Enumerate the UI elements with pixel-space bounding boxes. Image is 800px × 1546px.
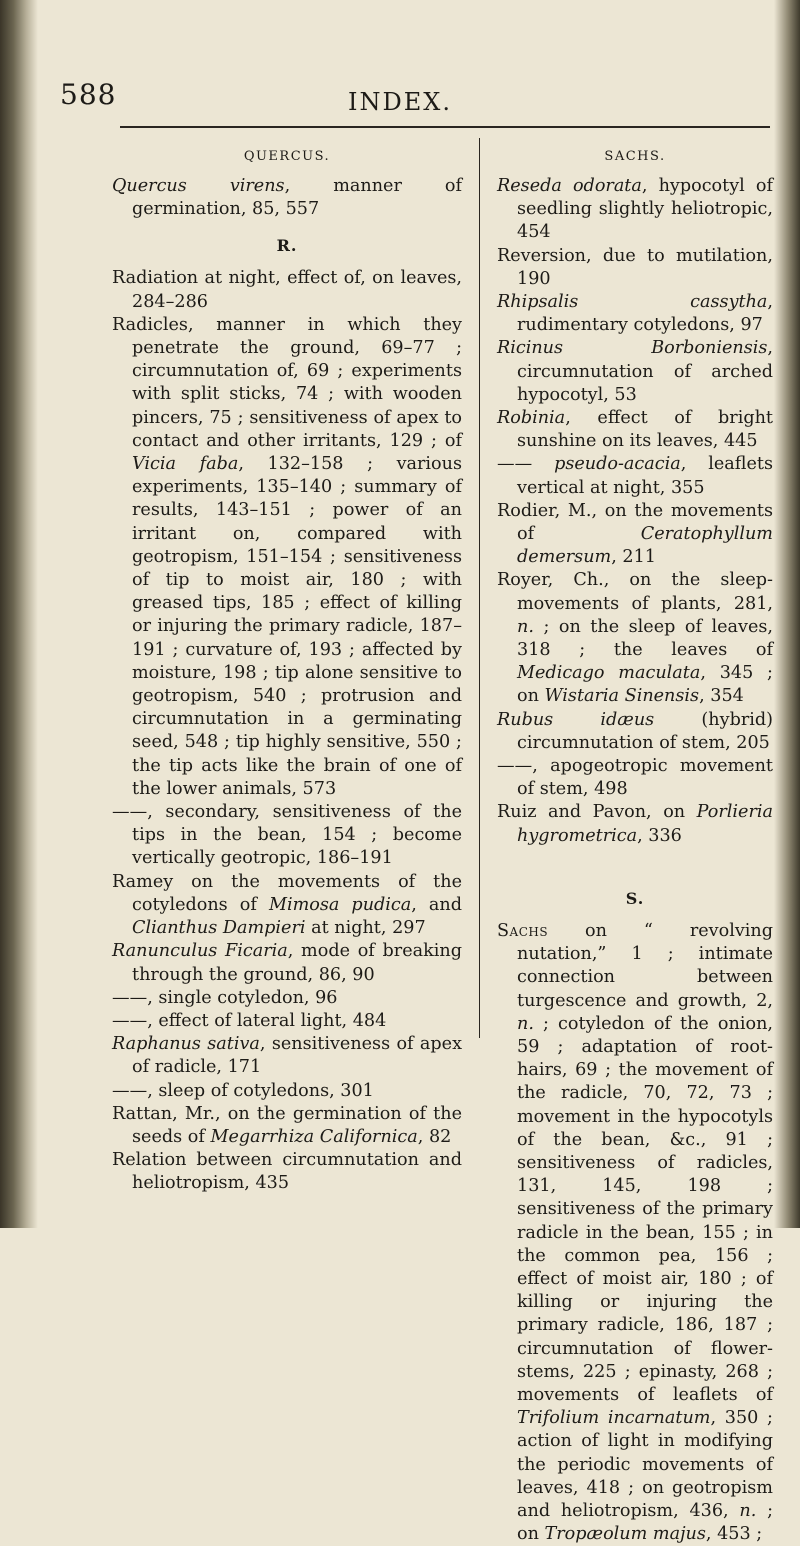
italic-text: n. bbox=[517, 1013, 534, 1034]
index-entry bbox=[497, 569, 773, 708]
entry-text: , 453 ; bbox=[705, 1524, 763, 1545]
italic-text: Ricinus Borboniensis bbox=[497, 338, 768, 359]
italic-text: Medicago maculata bbox=[517, 663, 701, 684]
index-entry bbox=[112, 801, 462, 871]
italic-text: Rhipsalis cassytha bbox=[497, 292, 768, 313]
italic-text: Porlieria hygrometrica bbox=[517, 802, 773, 846]
header-rule bbox=[120, 126, 770, 128]
entry-text: ——, sleep of cotyledons, 301 bbox=[112, 1080, 374, 1101]
italic-text: Raphanus sativa bbox=[112, 1034, 260, 1055]
entry-text: Radicles, manner in which they penetrate the ground, 69–77 ; circumnutation of, 69 ; experiments with split sticks, 74 ; with wooden pincers, 75 ; sensitiveness of apex to contact and other irritants, 129 ; of bbox=[112, 314, 462, 451]
index-entry bbox=[497, 175, 773, 245]
page-edge-shadow-right bbox=[774, 0, 800, 1228]
index-entry bbox=[112, 940, 462, 986]
entry-text: , 345 ; on bbox=[517, 663, 773, 707]
entry-text: at night, 297 bbox=[305, 918, 426, 939]
index-entry bbox=[112, 871, 462, 941]
entry-text: Ruiz and Pavon, on bbox=[497, 802, 697, 823]
italic-text: n. bbox=[739, 1500, 757, 1521]
index-entry bbox=[497, 337, 773, 407]
entry-list bbox=[112, 267, 462, 1195]
index-entry bbox=[497, 291, 773, 337]
entry-text: , mode of breaking through the ground, 86, 90 bbox=[132, 941, 462, 985]
italic-text: Tropæolum majus bbox=[544, 1524, 706, 1545]
letter-heading: S. bbox=[625, 888, 645, 908]
entry-text: , effect of bright sunshine on its leaves, 445 bbox=[517, 408, 773, 452]
entry-text: ——, secondary, sensitiveness of the tips in the bean, 154 ; become vertically geotropic, 186–191 bbox=[112, 802, 462, 869]
entry-text: ; cotyledon of the onion, 59 ; adaptation of root-hairs, 69 ; the movement of the radicle, 70, 72, 73 ; movement in the hypocotyls of the bean, &c., 91 ; sensitiveness of radicles, 131, 145, 198 ; sensitiveness of the primary radicle in the bean, 155 ; in the common pea, 156 ; effect of moist air, 180 ; of killing or injuring the primary radicle, 186, 187 ; circumnutation of flower-stems, 225 ; epinasty, 268 ; movements of leaflets of bbox=[517, 1013, 773, 1405]
index-entry bbox=[497, 801, 773, 847]
entry-text: Reversion, due to mutilation, 190 bbox=[497, 245, 773, 289]
column-catchword: QUERCUS. bbox=[243, 149, 331, 164]
entry-text: Rattan, Mr., on the germination of the seeds of bbox=[112, 1103, 462, 1147]
entry-text: , manner of germination, 85, 557 bbox=[132, 176, 462, 220]
index-entry bbox=[112, 1010, 462, 1033]
index-entry bbox=[497, 920, 773, 1546]
entry-text: Ramey on the movements of the cotyledons of bbox=[112, 871, 462, 915]
italic-text: pseudo-acacia bbox=[554, 454, 681, 475]
italic-text: Megarrhiza Californica bbox=[210, 1126, 418, 1147]
index-entry bbox=[112, 1080, 462, 1103]
index-entry bbox=[497, 407, 773, 453]
entry-list bbox=[497, 175, 773, 848]
italic-text: Mimosa pudica bbox=[268, 894, 412, 915]
index-entry bbox=[112, 267, 462, 313]
entry-text: , 354 bbox=[699, 686, 744, 707]
entry-text: on “ revolving nutation,” 1 ; intimate connection between turgescence and growth, 2, bbox=[517, 920, 773, 1011]
italic-text: Ranunculus Ficaria bbox=[112, 941, 288, 962]
italic-text: Quercus virens bbox=[112, 176, 285, 196]
italic-text: Clianthus Dampieri bbox=[132, 918, 306, 939]
entry-text: Rodier, M., on the movements of bbox=[497, 500, 773, 545]
italic-text: Rubus idæus bbox=[497, 709, 655, 730]
page-number: 588 bbox=[60, 78, 117, 111]
entry-text: , 211 bbox=[611, 547, 657, 568]
index-entry bbox=[497, 453, 773, 499]
column-divider bbox=[479, 138, 480, 1038]
entry-text: ——, apogeotropic movement of stem, 498 bbox=[497, 756, 773, 800]
entry-text: , 350 ; action of light in modifying the periodic movements of leaves, 418 ; on geotropism and heliotropism, 436, bbox=[517, 1408, 773, 1521]
entry-text: , leaflets vertical at night, 355 bbox=[517, 454, 773, 498]
left-column bbox=[112, 145, 462, 1196]
italic-text: Trifolium incarnatum bbox=[517, 1408, 711, 1429]
entry-text: , sensitiveness of apex of radicle, 171 bbox=[132, 1034, 462, 1078]
index-entry bbox=[112, 1149, 462, 1195]
letter-heading: R. bbox=[276, 236, 298, 256]
index-entry bbox=[112, 1033, 462, 1079]
column-catchword: SACHS. bbox=[604, 149, 666, 164]
entry-text: , 132–158 ; various experiments, 135–140 ; summary of results, 143–151 ; power of an irritant on, compared with geotropism, 151–154 ; sensitiveness of tip to moist air, 180 ; with greased tips, 185 ; effect of killing or injuring the primary radicle, 187–191 ; curvature of, 193 ; affected by moisture, 198 ; tip alone sensitive to geotropism, 540 ; protrusion and circumnutation in a germinating seed, 548 ; tip highly sensitive, 550 ; the tip acts like the brain of one of the lower animals, 573 bbox=[132, 454, 462, 799]
index-entry bbox=[497, 709, 773, 755]
entry-text: (hybrid) circumnutation of stem, 205 bbox=[517, 709, 773, 753]
italic-text: Ceratophyllum demersum bbox=[517, 524, 773, 568]
entry-text: , circumnutation of arched hypocotyl, 53 bbox=[517, 338, 773, 405]
index-entry bbox=[112, 987, 462, 1010]
entry-text: ; on bbox=[517, 1500, 773, 1545]
page-binding-shadow-left bbox=[0, 0, 38, 1228]
index-entry bbox=[112, 314, 462, 801]
entry-text: , and bbox=[411, 894, 462, 915]
small-caps-text: Sachs bbox=[497, 920, 549, 941]
entry-text: ——, single cotyledon, 96 bbox=[112, 987, 338, 1008]
italic-text: n. bbox=[517, 616, 534, 637]
italic-text: Wistaria Sinensis bbox=[544, 686, 700, 707]
index-entry bbox=[497, 755, 773, 801]
entry-text: ——, effect of lateral light, 484 bbox=[112, 1010, 387, 1031]
entry-text: , hypocotyl of seedling slightly heliotropic, 454 bbox=[517, 176, 773, 243]
entry-text: Radiation at night, effect of, on leaves, 284–286 bbox=[112, 268, 462, 312]
right-column bbox=[497, 145, 773, 1546]
italic-text: Reseda odorata bbox=[497, 176, 642, 196]
entry-text: , rudimentary cotyledons, 97 bbox=[517, 292, 773, 336]
index-entry bbox=[497, 500, 773, 570]
italic-text: Robinia bbox=[497, 408, 566, 429]
entry-text: , 336 bbox=[637, 825, 682, 846]
index-entry bbox=[112, 175, 462, 221]
italic-text: Vicia faba bbox=[132, 454, 239, 475]
entry-text: —— bbox=[497, 454, 555, 475]
index-entry bbox=[497, 245, 773, 291]
entry-text: , 82 bbox=[417, 1126, 452, 1147]
entry-text: Royer, Ch., on the sleep-movements of plants, 281, bbox=[497, 570, 773, 614]
entry-text: ; on the sleep of leaves, 318 ; the leaves of bbox=[517, 616, 773, 661]
entry-text: Relation between circumnutation and heliotropism, 435 bbox=[112, 1150, 462, 1194]
index-entry bbox=[112, 1103, 462, 1149]
running-head: INDEX. bbox=[348, 88, 452, 116]
